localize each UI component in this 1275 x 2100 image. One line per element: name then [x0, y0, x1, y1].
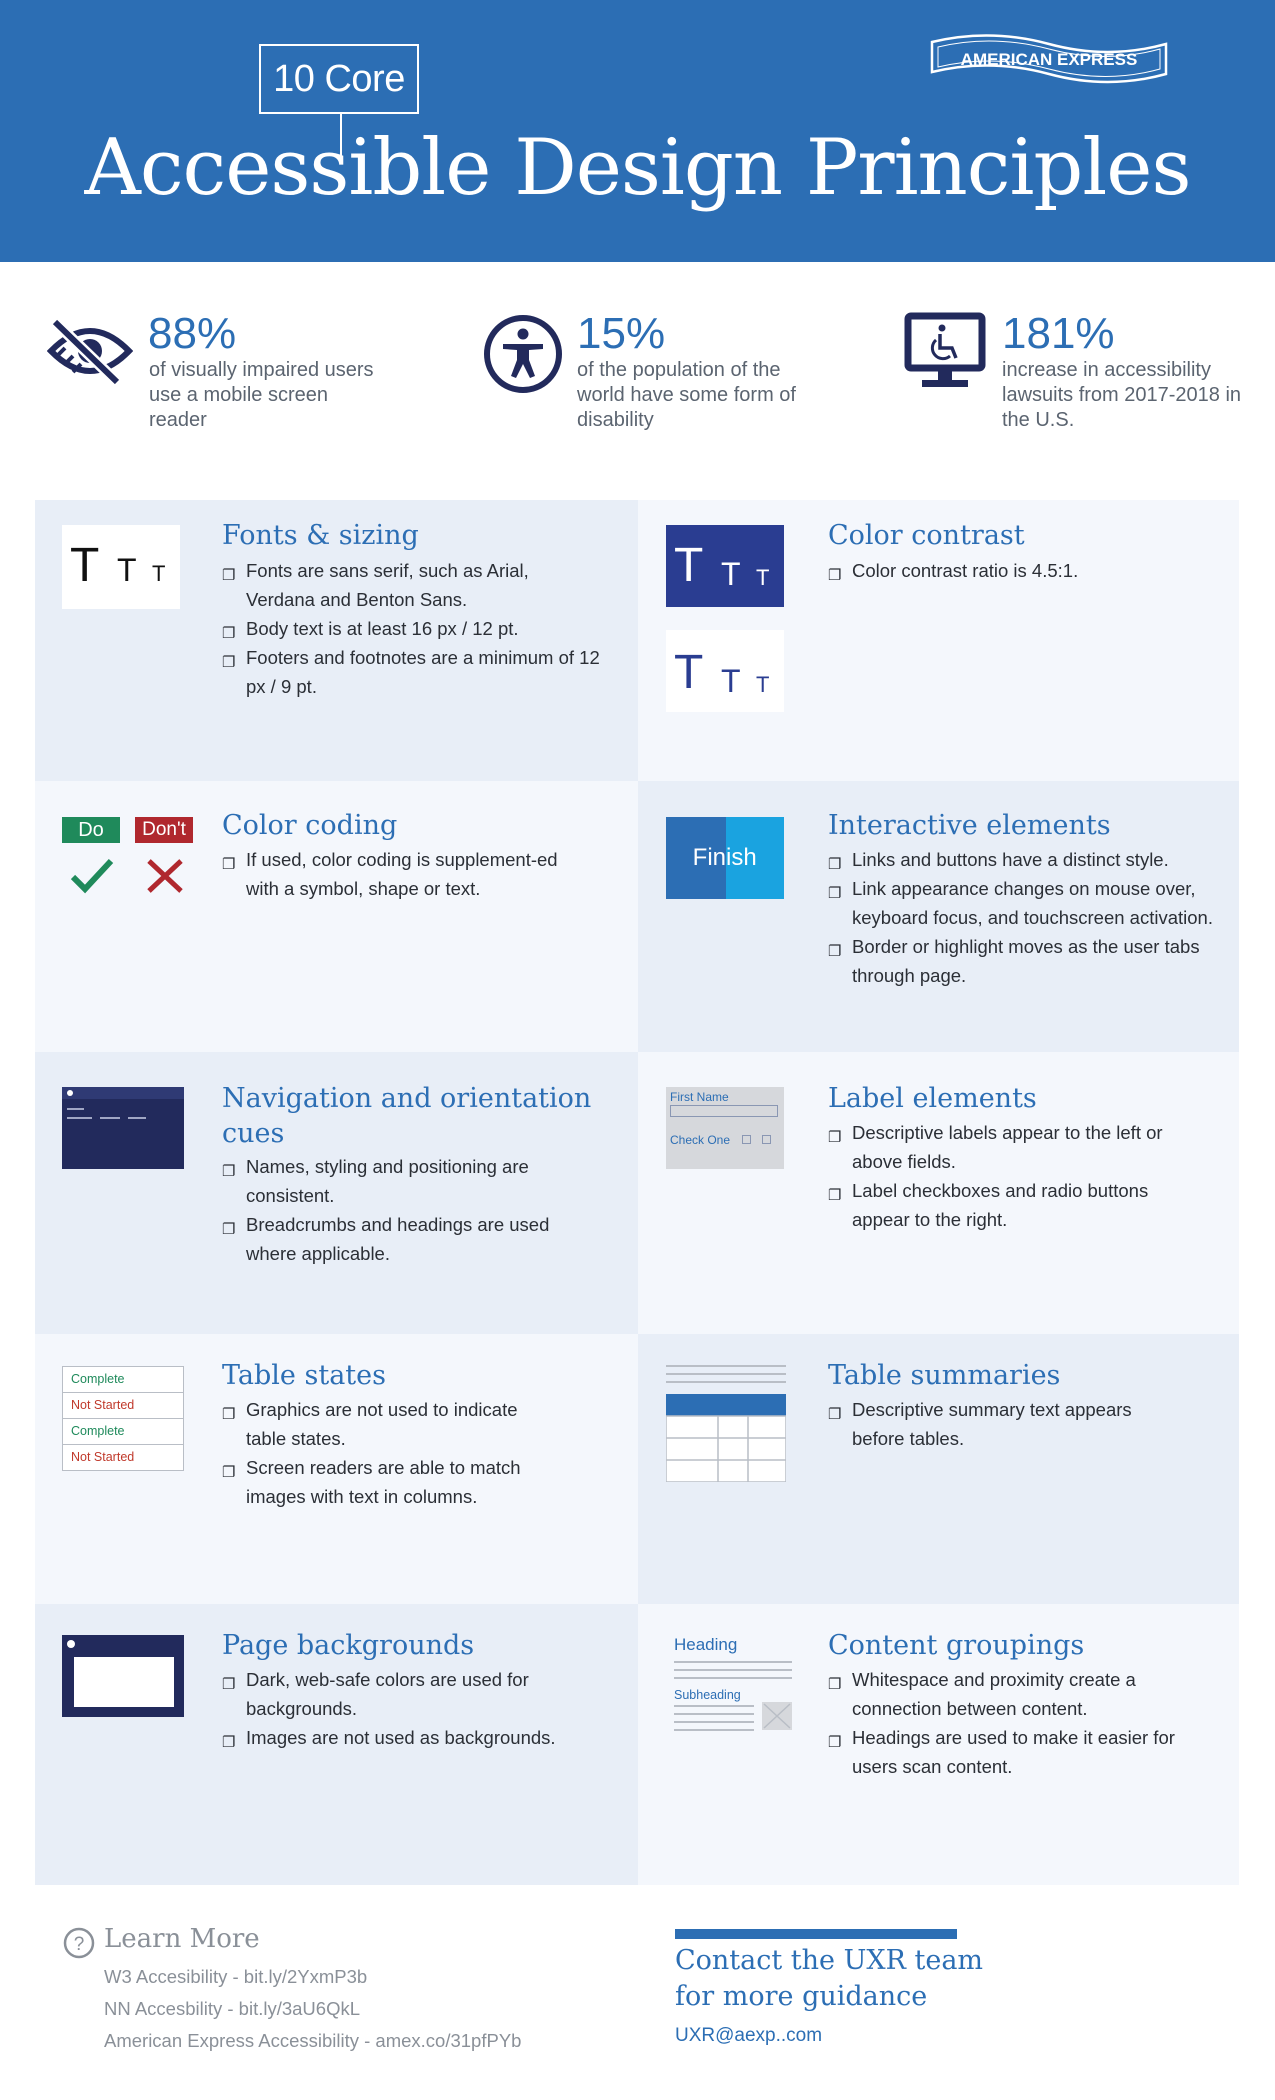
logo-text: AMERICAN EXPRESS: [960, 50, 1138, 69]
svg-text:T: T: [756, 565, 770, 590]
principle-title: Fonts & sizing: [222, 520, 419, 551]
list-item: ❐ Link appearance changes on mouse over, keyboard focus, and touchscreen activation.: [828, 878, 1213, 928]
state-not-started: Not Started: [63, 1393, 183, 1419]
checkbox-bullet-icon: ❐: [828, 943, 842, 960]
subtitle-box: 10 Core: [259, 44, 419, 114]
list-item: ❐ Body text is at least 16 px / 12 pt.: [222, 614, 602, 643]
checkbox-bullet-icon: ❐: [222, 1406, 236, 1423]
content-lines-icon: [674, 1660, 794, 1760]
form-sample: [666, 1087, 784, 1169]
principle-list: [828, 1395, 1168, 1453]
list-item: ❐ Descriptive labels appear to the left or above fields.: [828, 1122, 1163, 1172]
page-background-icon: [62, 1635, 184, 1717]
principle-list: [828, 1665, 1178, 1781]
svg-text:T: T: [674, 646, 704, 699]
checkbox-bullet-icon: ❐: [222, 654, 236, 671]
principle-table-summaries: [638, 1334, 1239, 1604]
list-item: ❐ Images are not used as backgrounds.: [222, 1723, 582, 1752]
contact-accent-bar: [675, 1929, 957, 1939]
navigation-window-icon: [62, 1087, 184, 1169]
monitor-wheelchair-icon: [904, 312, 986, 392]
svg-text:T: T: [117, 552, 137, 588]
page-title: Accessible Design Principles: [84, 123, 1191, 213]
table-summary-icon: [666, 1364, 786, 1482]
list-item: ❐ Footers and footnotes are a minimum of 12 px / 9 pt.: [222, 647, 600, 697]
principle-title: Navigation and orientation cues: [222, 1083, 592, 1149]
principle-color-coding: [35, 781, 638, 1052]
principle-title: Page backgrounds: [222, 1630, 475, 1661]
eye-slash-icon: [47, 316, 133, 386]
checkbox-bullet-icon: ❐: [828, 1187, 842, 1204]
list-item: ❐ Descriptive summary text appears before tables.: [828, 1399, 1132, 1449]
list-item: ❐ Border or highlight moves as the user tabs through page.: [828, 936, 1200, 986]
checkbox-bullet-icon: ❐: [222, 1464, 236, 1481]
principle-list: [828, 1118, 1178, 1234]
list-item: ❐ Label checkboxes and radio buttons appear to the right.: [828, 1180, 1149, 1230]
contrast-light-sample-icon: [666, 630, 784, 712]
list-item: ❐ Headings are used to make it easier for users scan content.: [828, 1727, 1175, 1777]
principle-fonts-sizing: [35, 500, 638, 781]
principle-label-elements: [638, 1052, 1239, 1334]
principle-interactive-elements: [638, 781, 1239, 1052]
list-item: ❐ Color contrast ratio is 4.5:1.: [828, 556, 1218, 585]
svg-text:T: T: [674, 539, 704, 592]
check-one-label: Check One: [670, 1133, 731, 1147]
principle-title: Table summaries: [828, 1360, 1061, 1391]
contact-heading: Contact the UXR team for more guidance: [675, 1945, 984, 2012]
principle-title: Label elements: [828, 1083, 1037, 1114]
list-item: ❐ Screen readers are able to match images with text in columns.: [222, 1457, 521, 1507]
text-field-sample: [670, 1105, 778, 1117]
american-express-logo: [926, 34, 1172, 86]
checkbox-bullet-icon: ❐: [828, 885, 842, 902]
list-item: ❐ If used, color coding is supplement-ed with a symbol, shape or text.: [222, 849, 558, 899]
checkbox-bullet-icon: ❐: [828, 567, 842, 584]
principle-list: [828, 845, 1228, 990]
checkbox-sample: [762, 1135, 771, 1144]
checkbox-bullet-icon: ❐: [222, 625, 236, 642]
checkbox-sample: [742, 1135, 751, 1144]
principle-list: [222, 1665, 582, 1752]
principle-page-backgrounds: [35, 1604, 638, 1885]
principle-list: [222, 1152, 582, 1268]
svg-text:?: ?: [73, 1934, 85, 1955]
list-item: ❐ Dark, web-safe colors are used for backgrounds.: [222, 1669, 529, 1719]
heading-sample: Heading: [674, 1635, 738, 1654]
header-banner: [0, 0, 1275, 262]
stat-value: 181%: [1002, 309, 1115, 358]
button-part-a: Fin: [666, 817, 726, 899]
list-item: ❐ Fonts are sans serif, such as Arial, Verdana and Benton Sans.: [222, 560, 529, 610]
checkbox-bullet-icon: ❐: [828, 1406, 842, 1423]
principle-title: Color coding: [222, 810, 398, 841]
checkmark-icon: [69, 857, 115, 895]
principle-list: [222, 1395, 552, 1511]
stat-description: increase in accessibility lawsuits from 2017-2018 in the U.S.: [1002, 359, 1242, 431]
principle-color-contrast: [638, 500, 1239, 781]
list-item: ❐ Names, styling and positioning are consistent.: [222, 1156, 529, 1206]
principle-title: Content groupings: [828, 1630, 1085, 1661]
checkbox-bullet-icon: ❐: [828, 1129, 842, 1146]
checkbox-bullet-icon: ❐: [222, 1734, 236, 1751]
finish-button-sample: [666, 817, 784, 899]
accessibility-person-icon: [483, 314, 563, 394]
svg-text:T: T: [70, 539, 100, 592]
checkbox-bullet-icon: ❐: [828, 1734, 842, 1751]
question-icon: [63, 1927, 95, 1959]
list-item: ❐ Links and buttons have a distinct style.: [828, 845, 1228, 874]
principle-title: Table states: [222, 1360, 386, 1391]
checkbox-bullet-icon: ❐: [222, 1676, 236, 1693]
stat-population-disability: [483, 310, 813, 440]
checkbox-bullet-icon: ❐: [222, 567, 236, 584]
checkbox-bullet-icon: ❐: [222, 1221, 236, 1238]
stat-description: of visually impaired users use a mobile screen reader: [149, 359, 374, 431]
principle-content-groupings: [638, 1604, 1239, 1885]
principle-list: [828, 556, 1218, 585]
list-item: ❐ Whitespace and proximity create a connection between content.: [828, 1669, 1136, 1719]
state-complete: Complete: [63, 1367, 183, 1393]
checkbox-bullet-icon: ❐: [222, 1163, 236, 1180]
list-item: ❐ Graphics are not used to indicate table states.: [222, 1399, 518, 1449]
first-name-label: First Name: [670, 1090, 729, 1104]
principle-list: [222, 845, 562, 903]
nn-link[interactable]: NN Accesbility - bit.ly/3aU6QkL: [104, 1998, 361, 2019]
w3-link[interactable]: W3 Accesibility - bit.ly/2YxmP3b: [104, 1966, 368, 1987]
list-item: ❐ Breadcrumbs and headings are used where applicable.: [222, 1214, 550, 1264]
button-part-b: ish: [726, 817, 784, 899]
checkbox-bullet-icon: ❐: [828, 856, 842, 873]
principle-table-states: [35, 1334, 638, 1604]
svg-text:T: T: [721, 663, 741, 699]
do-badge: Do: [62, 817, 120, 843]
font-sizes-icon: [62, 525, 180, 609]
svg-text:T: T: [152, 561, 166, 586]
principle-title: Color contrast: [828, 520, 1025, 551]
cross-icon: [145, 857, 185, 895]
stat-description: of the population of the world have some form of disability: [577, 359, 796, 431]
stat-visually-impaired: [47, 310, 377, 440]
contact-email-link[interactable]: UXR@aexp..com: [675, 2025, 823, 2046]
svg-text:T: T: [721, 556, 741, 592]
table-states-sample: [62, 1366, 184, 1471]
stat-value: 15%: [577, 309, 666, 358]
principle-list: [222, 556, 602, 701]
subheading-sample: Subheading: [674, 1688, 741, 1702]
dont-badge: Don't: [135, 817, 193, 843]
state-not-started: Not Started: [71, 1450, 135, 1464]
amex-link[interactable]: American Express Accessibility - amex.co/31pfPYb: [104, 2030, 522, 2051]
state-complete: Complete: [63, 1419, 183, 1445]
checkbox-bullet-icon: ❐: [828, 1676, 842, 1693]
principle-title: Interactive elements: [828, 810, 1111, 841]
contrast-dark-sample-icon: [666, 525, 784, 607]
learn-more-heading: Learn More: [104, 1924, 260, 1954]
checkbox-bullet-icon: ❐: [222, 856, 236, 873]
stat-lawsuits: [904, 309, 1242, 440]
svg-text:T: T: [756, 672, 770, 697]
principle-navigation: [35, 1052, 638, 1334]
stat-value: 88%: [148, 309, 237, 358]
